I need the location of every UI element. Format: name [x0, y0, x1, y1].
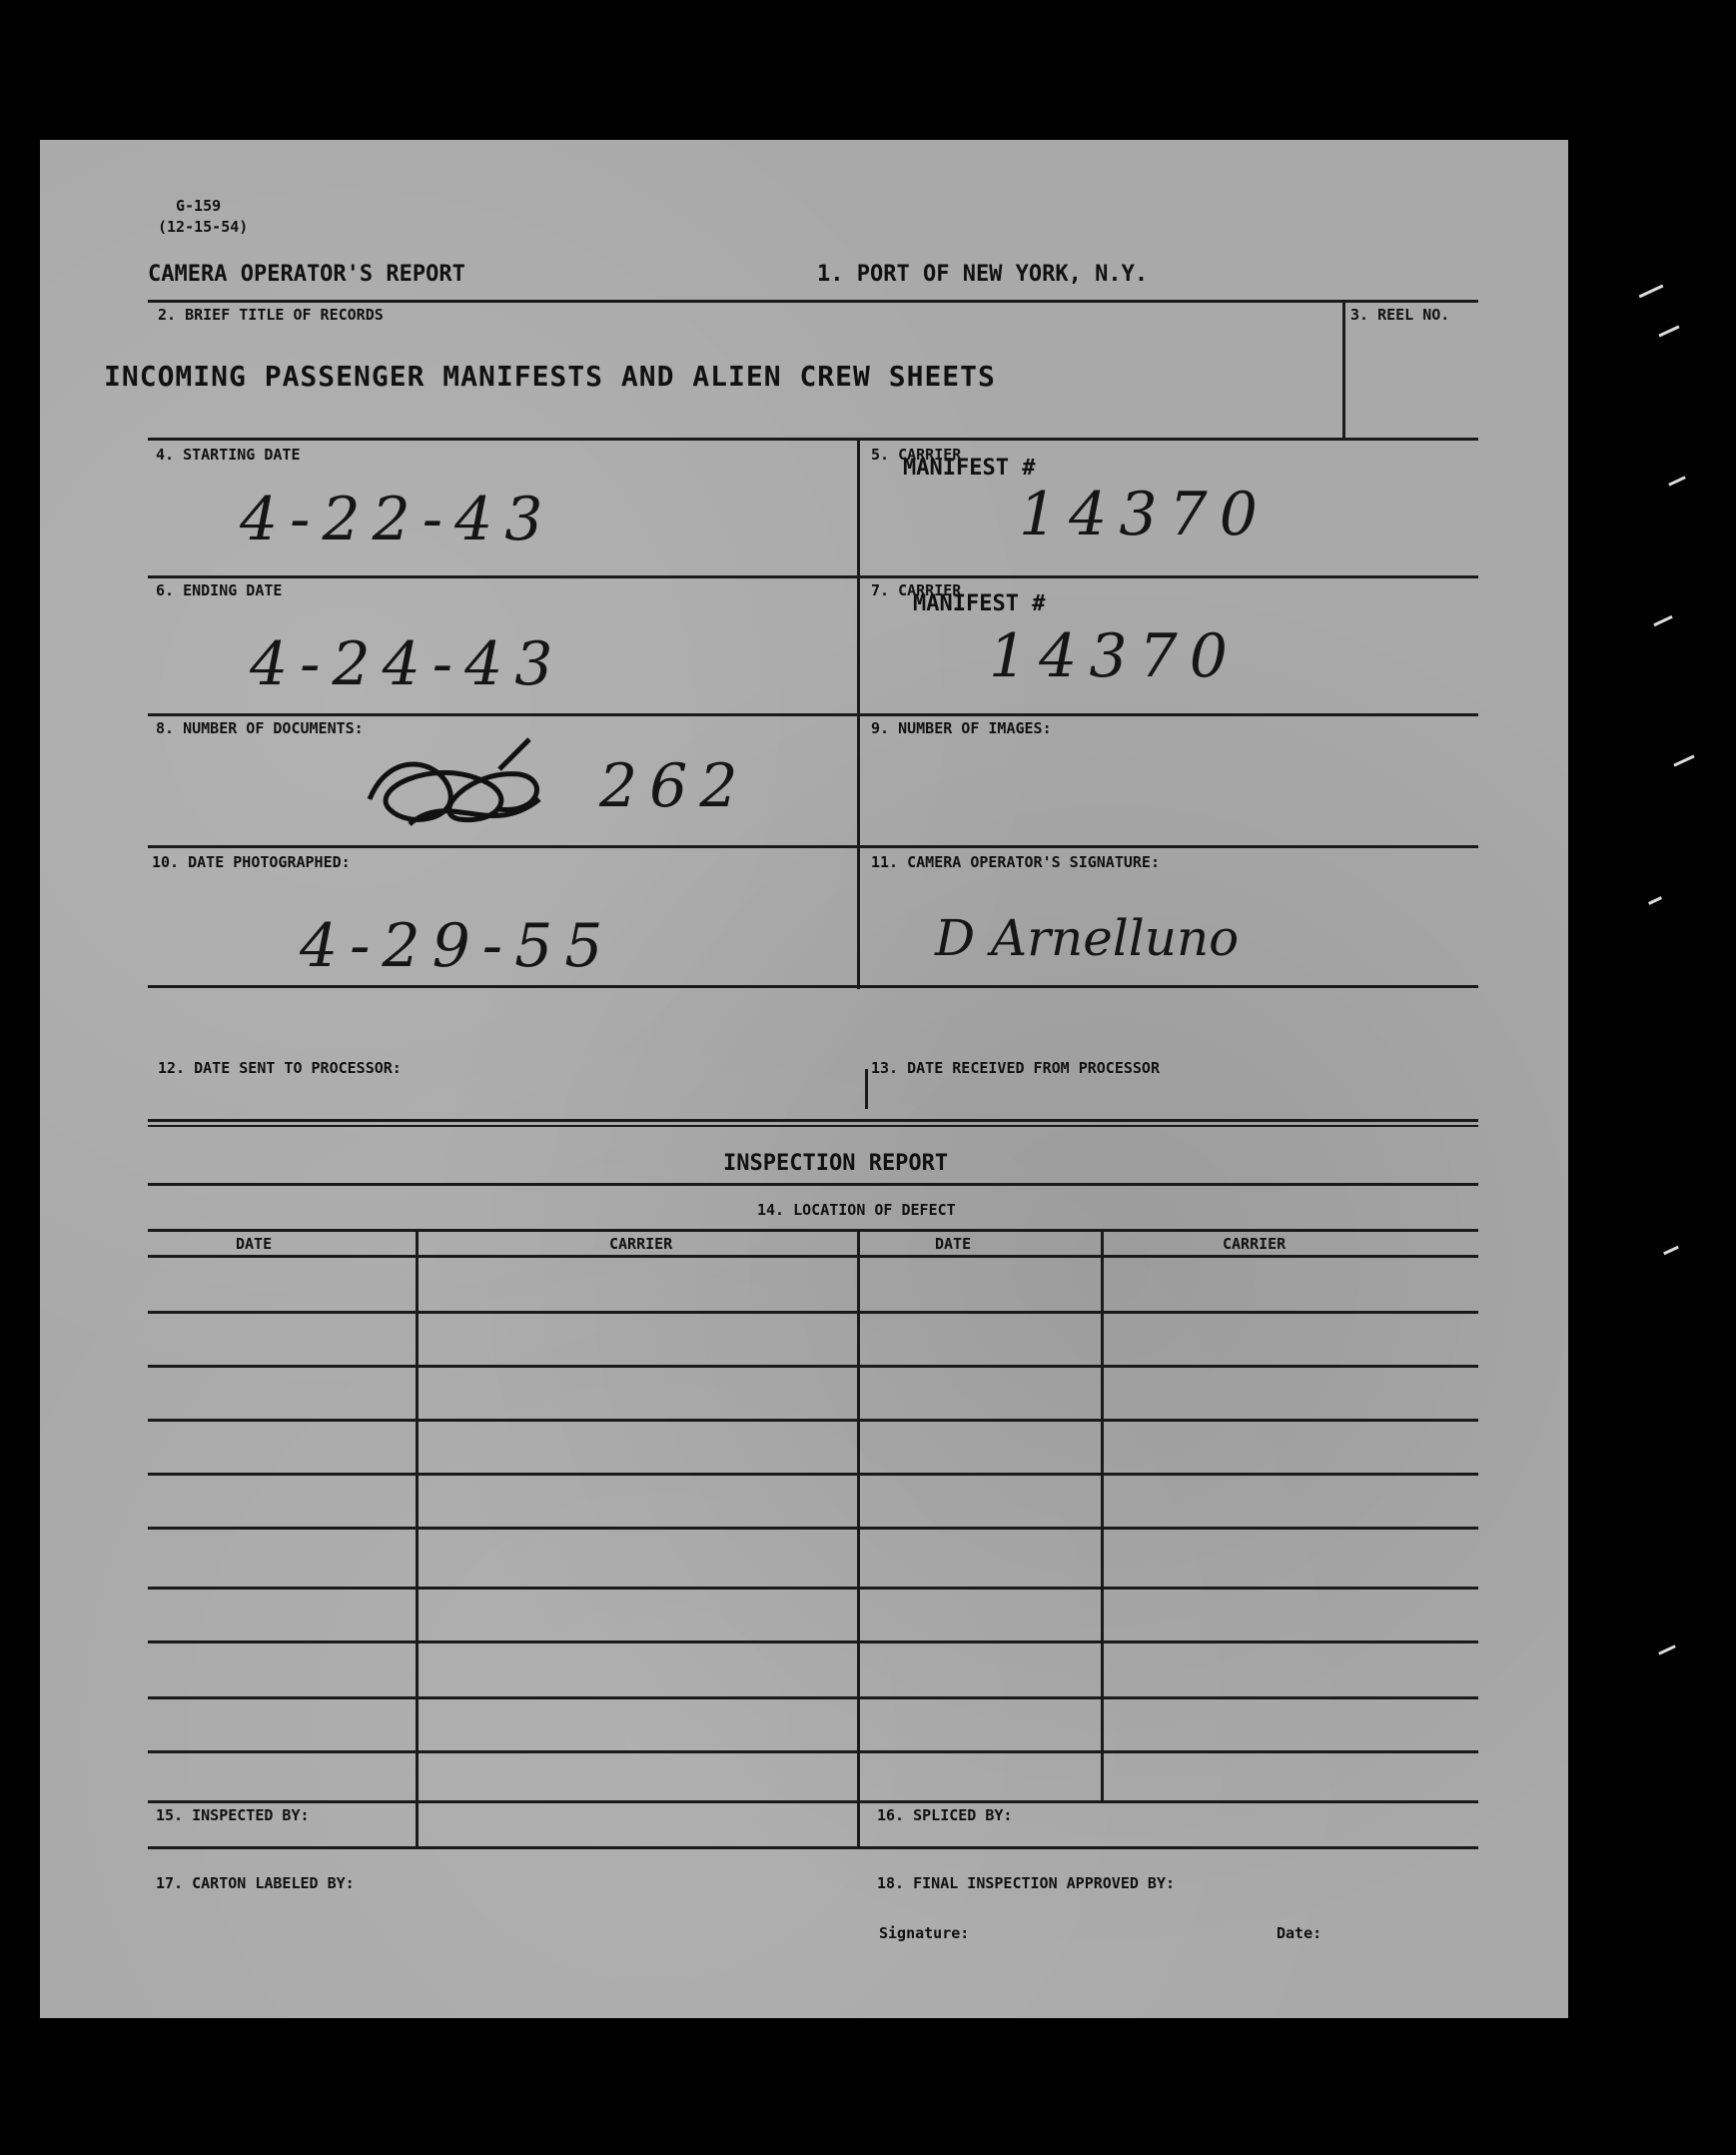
table-row-rule	[148, 1311, 1478, 1314]
carrier7-typed: MANIFEST #	[913, 591, 1046, 616]
rule	[148, 300, 1478, 303]
table-row-rule	[148, 1587, 1478, 1590]
final-inspection-label: 18. FINAL INSPECTION APPROVED BY:	[877, 1874, 1176, 1892]
table-row-rule	[148, 1640, 1478, 1643]
rule	[416, 1229, 419, 1848]
rule	[148, 1183, 1478, 1186]
carton-labeled-label: 17. CARTON LABELED BY:	[156, 1874, 355, 1892]
carrier5-typed: MANIFEST #	[903, 456, 1036, 481]
col-header-date-1: DATE	[236, 1235, 273, 1253]
scribbled-out-mark	[350, 729, 589, 849]
starting-date-value: 4-22-43	[240, 485, 555, 554]
rule	[148, 845, 1478, 848]
rule	[857, 1229, 860, 1848]
carrier5-label: 5. CARRIER	[871, 446, 962, 464]
port-field: 1. PORT OF NEW YORK, N.Y.	[817, 262, 1149, 287]
carrier7-label: 7. CARRIER	[871, 581, 962, 599]
ending-date-value: 4-24-43	[250, 629, 565, 699]
num-documents-label: 8. NUMBER OF DOCUMENTS:	[156, 719, 364, 737]
rule	[148, 1119, 1478, 1122]
ending-date-label: 6. ENDING DATE	[156, 581, 283, 599]
inspection-heading: INSPECTION REPORT	[723, 1151, 949, 1176]
film-speck	[1663, 1246, 1679, 1255]
table-row-rule	[148, 1750, 1478, 1753]
rule	[148, 575, 1478, 578]
table-row-rule	[148, 1696, 1478, 1699]
date-received-label: 13. DATE RECEIVED FROM PROCESSOR	[871, 1059, 1160, 1077]
film-speck	[1658, 325, 1679, 337]
film-speck	[1668, 476, 1686, 486]
num-images-label: 9. NUMBER OF IMAGES:	[871, 719, 1052, 737]
rule	[148, 713, 1478, 716]
brief-title-value: INCOMING PASSENGER MANIFESTS AND ALIEN CREW SHEETS	[104, 360, 996, 393]
table-row-rule	[148, 1800, 1478, 1803]
film-speck	[1673, 754, 1694, 766]
rule	[148, 1255, 1478, 1258]
date-photographed-label: 10. DATE PHOTOGRAPHED:	[152, 853, 351, 871]
rule	[148, 1229, 1478, 1232]
form-date: (12-15-54)	[158, 218, 249, 236]
inspection-subheading: 14. LOCATION OF DEFECT	[757, 1201, 956, 1219]
film-speck	[1639, 285, 1664, 299]
table-row-rule	[148, 1365, 1478, 1368]
rule	[1101, 1229, 1104, 1803]
final-signature-label: Signature:	[879, 1924, 970, 1942]
camera-operator-signature: D Arnelluno	[935, 909, 1240, 967]
col-header-carrier-1: CARRIER	[609, 1235, 673, 1253]
date-sent-label: 12. DATE SENT TO PROCESSOR:	[158, 1059, 402, 1077]
starting-date-label: 4. STARTING DATE	[156, 446, 301, 464]
form-number: G-159	[176, 197, 222, 215]
film-speck	[1653, 615, 1672, 626]
rule	[148, 438, 1478, 441]
form-sheet	[40, 140, 1568, 2018]
carrier7-value: 14370	[989, 621, 1240, 691]
form-title: CAMERA OPERATOR'S REPORT	[148, 262, 465, 287]
rule	[148, 1125, 1478, 1127]
table-row-rule	[148, 1419, 1478, 1422]
film-speck	[1658, 1644, 1676, 1654]
col-header-date-2: DATE	[935, 1235, 972, 1253]
spliced-by-label: 16. SPLICED BY:	[877, 1806, 1013, 1824]
carrier5-value: 14370	[1019, 480, 1270, 549]
col-header-carrier-2: CARRIER	[1223, 1235, 1287, 1253]
date-photographed-value: 4-29-55	[300, 911, 615, 981]
rule	[148, 985, 1478, 988]
num-documents-value: 262	[599, 751, 750, 821]
rule	[148, 1846, 1478, 1849]
brief-title-label: 2. BRIEF TITLE OF RECORDS	[158, 306, 384, 324]
reel-label: 3. REEL NO.	[1350, 306, 1450, 324]
table-row-rule	[148, 1527, 1478, 1530]
signature-label: 11. CAMERA OPERATOR'S SIGNATURE:	[871, 853, 1160, 871]
inspected-by-label: 15. INSPECTED BY:	[156, 1806, 310, 1824]
final-date-label: Date:	[1277, 1924, 1322, 1942]
rule	[1342, 300, 1345, 440]
table-row-rule	[148, 1473, 1478, 1476]
film-speck	[1648, 896, 1662, 905]
rule	[865, 1069, 868, 1109]
